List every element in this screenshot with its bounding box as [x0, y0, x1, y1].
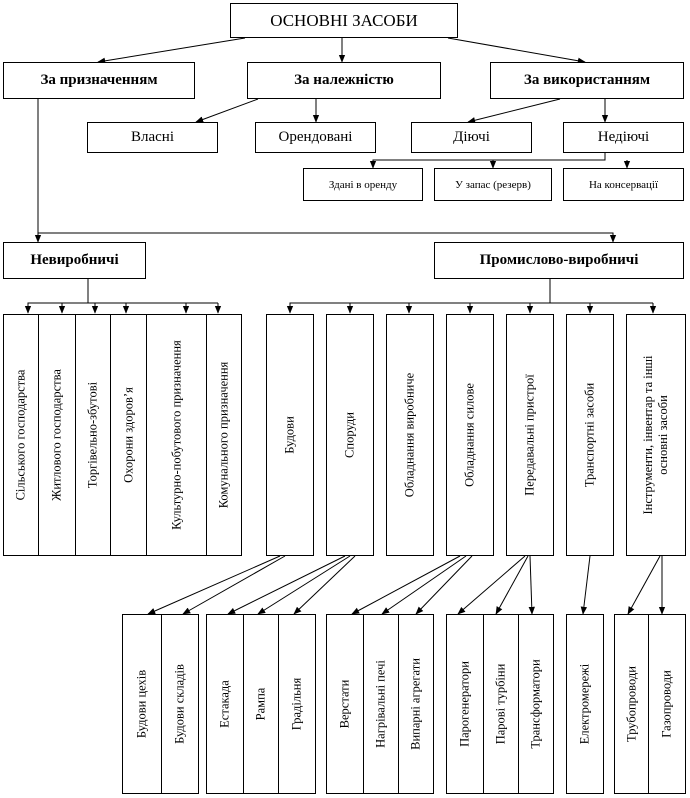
inactive-reserve: У запас (резерв)	[434, 168, 552, 201]
nonproduction-health: Охорони здоров’я	[110, 314, 147, 556]
inactive-conserved: На консервації	[563, 168, 684, 201]
tools-pipelines: Трубопроводи	[614, 614, 650, 794]
structures-overpass: Естакада	[206, 614, 244, 794]
buildings-warehouses: Будови складів	[161, 614, 199, 794]
nonproduction-housing: Житлового господарства	[38, 314, 76, 556]
nonproduction-trade: Торгівельно-збутові	[75, 314, 111, 556]
category-purpose: За призначенням	[3, 62, 195, 99]
inactive-leased: Здані в оренду	[303, 168, 423, 201]
equipment-evaporators: Випарні агрегати	[398, 614, 434, 794]
usage-inactive: Недіючі	[563, 122, 684, 153]
industrial-tools: Інструменти, інвентар та інші основні засоби	[626, 314, 686, 556]
ownership-own: Власні	[87, 122, 218, 153]
equipment-furnaces: Нагрівальні печі	[363, 614, 399, 794]
industrial-production-equipment: Обладнання виробниче	[386, 314, 434, 556]
transmission-steam-turbines: Парові турбіни	[483, 614, 519, 794]
nonproduction-culture: Культурно-побутового призначення	[146, 314, 207, 556]
nonproduction-communal: Комунального призначення	[206, 314, 242, 556]
structures-ramp: Рампа	[243, 614, 279, 794]
industrial-transmission: Передавальні пристрої	[506, 314, 554, 556]
buildings-workshops: Будови цехів	[122, 614, 162, 794]
category-ownership: За належністю	[247, 62, 441, 99]
category-usage: За використанням	[490, 62, 684, 99]
tools-gas-pipelines: Газопроводи	[648, 614, 686, 794]
industrial-transport: Транспортні засоби	[566, 314, 614, 556]
industrial-power-equipment: Обладнання силове	[446, 314, 494, 556]
transmission-steam-generators: Парогенератори	[446, 614, 484, 794]
root-node: ОСНОВНІ ЗАСОБИ	[230, 3, 458, 38]
purpose-industrial: Промислово-виробничі	[434, 242, 684, 279]
ownership-rented: Орендовані	[255, 122, 376, 153]
purpose-nonproduction: Невиробничі	[3, 242, 146, 279]
equipment-machine-tools: Верстати	[326, 614, 364, 794]
industrial-structures: Споруди	[326, 314, 374, 556]
usage-active: Діючі	[411, 122, 532, 153]
industrial-buildings: Будови	[266, 314, 314, 556]
nonproduction-agriculture: Сільського господарства	[3, 314, 39, 556]
structures-cooling-tower: Градільня	[278, 614, 316, 794]
transport-power-grids: Електромережі	[566, 614, 604, 794]
transmission-transformers: Трансформатори	[518, 614, 554, 794]
